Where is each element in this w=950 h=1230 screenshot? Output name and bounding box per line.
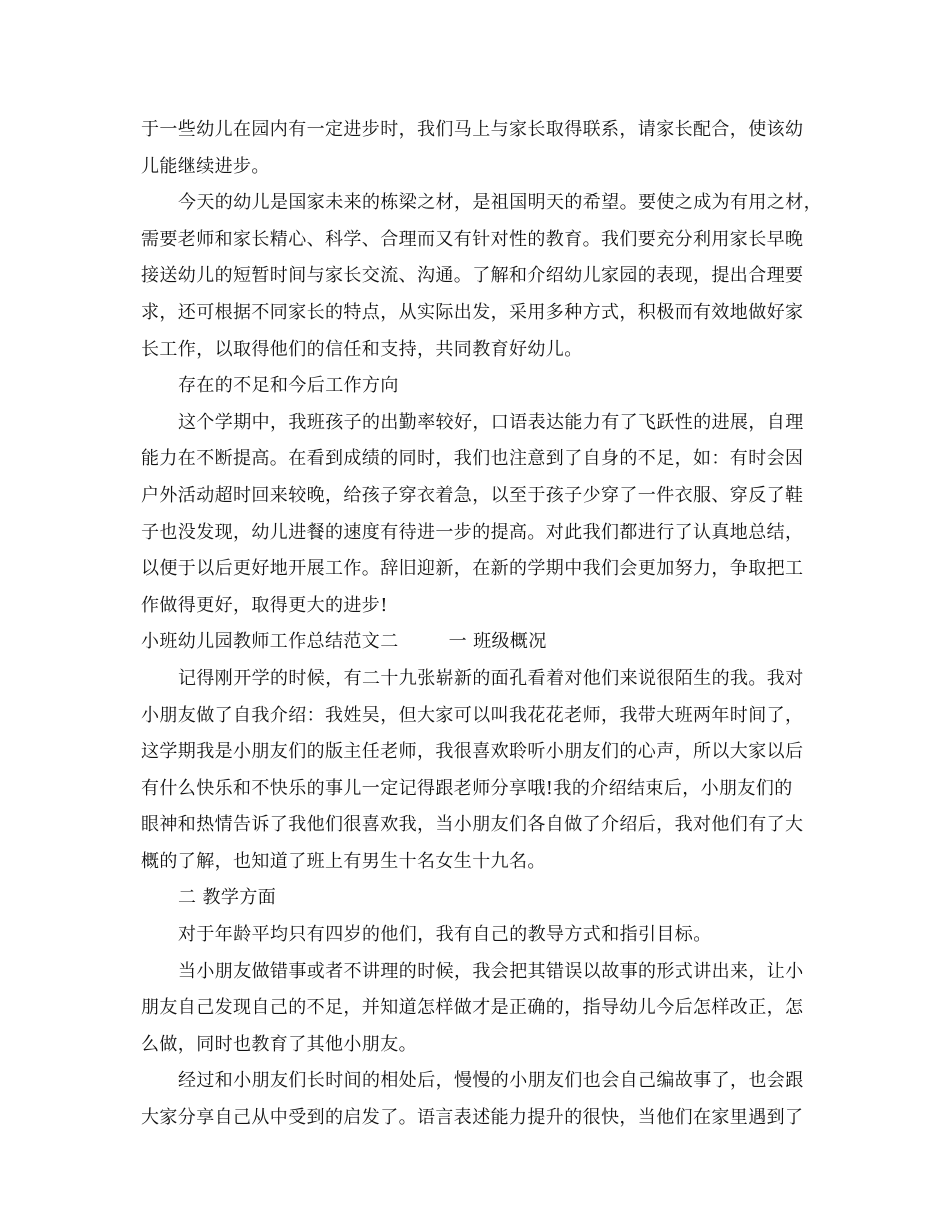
text-line: 接送幼儿的短暂时间与家长交流、沟通。了解和介绍幼儿家园的表现，提出合理要 [141,265,804,287]
text-line: 概的了解，也知道了班上有男生十名女生十九名。 [141,850,546,872]
paragraph-start: 经过和小朋友们长时间的相处后，慢慢的小朋友们也会自己编故事了，也会跟 [178,1070,804,1092]
heading-section: 一 班级概况 [448,631,547,653]
text-line: 以便于以后更好地开展工作。辞旧迎新，在新的学期中我们会更加努力，争取把工 [141,558,804,580]
text-line: 能力在不断提高。在看到成绩的同时，我们也注意到了自身的不足，如：有时会因 [141,448,804,470]
paragraph-start: 当小朋友做错事或者不讲理的时候，我会把其错误以故事的形式讲出来，让小 [178,960,804,982]
document-body [141,112,821,1137]
text-line: 朋友自己发现自己的不足，并知道怎样做才是正确的，指导幼儿今后怎样改正，怎 [141,997,804,1019]
text-line: 作做得更好，取得更大的进步! [141,594,388,616]
text-line: 子也没发现，幼儿进餐的速度有待进一步的提高。对此我们都进行了认真地总结， [141,521,804,543]
text-line: 求，还可根据不同家长的特点，从实际出发，采用多种方式，积极而有效地做好家 [141,301,804,323]
text-line: 长工作，以取得他们的信任和支持，共同教育好幼儿。 [141,338,583,360]
paragraph-start: 这个学期中，我班孩子的出勤率较好，口语表达能力有了飞跃性的进展，自理 [178,411,804,433]
paragraph-start: 对于年龄平均只有四岁的他们，我有自己的教导方式和指引目标。 [178,924,712,946]
text-line: 小朋友做了自我介绍：我姓吴，但大家可以叫我花花老师，我带大班两年时间了， [141,704,804,726]
section-heading: 存在的不足和今后工作方向 [178,375,399,397]
text-line: 需要老师和家长精心、科学、合理而又有针对性的教育。我们要充分利用家长早晚 [141,228,804,250]
heading-title: 小班幼儿园教师工作总结范文二 [141,631,399,653]
text-line: 这学期我是小朋友们的版主任老师，我很喜欢聆听小朋友们的心声，所以大家以后 [141,741,804,763]
text-line: 户外活动超时回来较晚，给孩子穿衣着急，以至于孩子少穿了一件衣服、穿反了鞋 [141,484,804,506]
text-line: 有什么快乐和不快乐的事儿一定记得跟老师分享哦!我的介绍结束后，小朋友们的 [141,777,793,799]
paragraph-start: 记得刚开学的时候，有二十九张崭新的面孔看着对他们来说很陌生的我。我对 [178,667,804,689]
text-line: 于一些幼儿在园内有一定进步时，我们马上与家长取得联系，请家长配合，使该幼 [141,119,804,140]
paragraph-start: 今天的幼儿是国家未来的栋梁之材，是祖国明天的希望。要使之成为有用之材， [178,192,822,214]
text-line: 大家分享自己从中受到的启发了。语言表述能力提升的很快，当他们在家里遇到了 [141,1107,804,1129]
document-heading [141,624,821,661]
text-line: 眼神和热情告诉了我他们很喜欢我，当小朋友们各自做了介绍后，我对他们有了大 [141,814,804,836]
text-line: 么做，同时也教育了其他小朋友。 [141,1033,417,1055]
section-heading: 二 教学方面 [178,887,277,909]
text-line: 儿能继续进步。 [141,155,270,177]
